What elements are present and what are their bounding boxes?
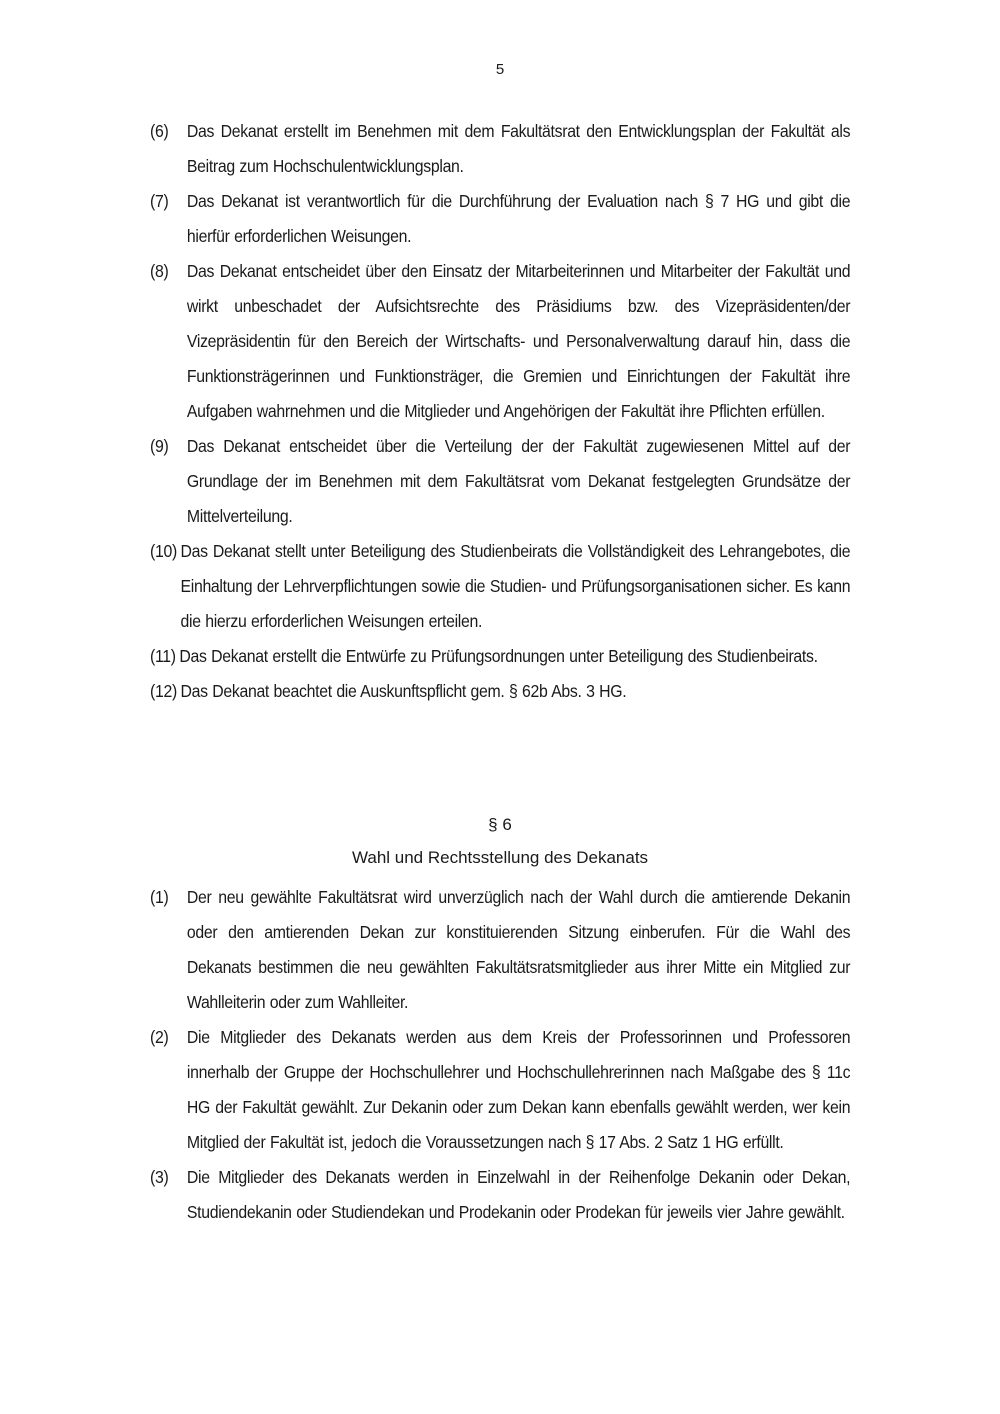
paragraph-number: (11) [150, 646, 176, 666]
paragraph-text: Die Mitglieder des Dekanats werden aus dem Kreis der Professorinnen und Professoren innerhalb der Gruppe der Hochschullehrer und Hochschullehrerinnen nach Maßgabe des § 11c HG der Fakultät gewählt. Zur Dekanin oder zum Dekan kann ebenfalls gewählt werden, wer kein Mitglied der Fakultät ist, jedoch die Voraussetzungen nach § 17 Abs. 2 Satz 1 HG erfüllt. [186, 1027, 851, 1152]
paragraph-number: (12) [150, 681, 177, 701]
paragraph-number: (6) [150, 121, 169, 141]
section-title: Wahl und Rechtsstellung des Dekanats [351, 848, 649, 867]
paragraph-2 [150, 1020, 850, 1160]
paragraph-11 [150, 639, 850, 674]
paragraph-text: Das Dekanat ist verantwortlich für die Durchführung der Evaluation nach § 7 HG und gibt die hierfür erforderlichen Weisungen. [186, 191, 851, 246]
paragraph-text: Das Dekanat erstellt die Entwürfe zu Prüfungsordnungen unter Beteiligung des Studienbeirats. [179, 646, 818, 666]
paragraph-6 [150, 114, 850, 184]
paragraph-8 [150, 254, 850, 429]
paragraph-text: Das Dekanat entscheidet über die Verteilung der der Fakultät zugewiesenen Mittel auf der Grundlage der im Benehmen mit dem Fakultätsrat vom Dekanat festgelegten Grundsätze der Mittelverteilung. [186, 436, 851, 526]
paragraph-9 [150, 429, 850, 534]
paragraph-number: (9) [150, 436, 169, 456]
paragraph-text: Der neu gewählte Fakultätsrat wird unverzüglich nach der Wahl durch die amtierende Dekanin oder den amtierenden Dekan zur konstituierenden Sitzung einberufen. Für die Wahl des Dekanats bestimmen die neu gewählten Fakultätsratsmitglieder aus ihrer Mitte ein Mitglied zur Wahlleiterin oder zum Wahlleiter. [186, 887, 851, 1012]
paragraph-1 [150, 880, 850, 1020]
paragraph-12 [150, 674, 850, 709]
paragraph-text: Das Dekanat erstellt im Benehmen mit dem Fakultätsrat den Entwicklungsplan der Fakultät als Beitrag zum Hochschulentwicklungsplan. [186, 121, 851, 176]
section-symbol: § 6 [488, 815, 512, 834]
paragraph-number: (2) [150, 1027, 169, 1047]
page-number: 5 [495, 61, 505, 78]
paragraph-text: Das Dekanat beachtet die Auskunftspflicht gem. § 62b Abs. 3 HG. [180, 681, 627, 701]
paragraph-text: Das Dekanat stellt unter Beteiligung des Studienbeirats die Vollständigkeit des Lehrangebotes, die Einhaltung der Lehrverpflichtungen sowie die Studien- und Prüfungsorganisationen sicher. Es kann die hierzu erforderlichen Weisungen erteilen. [180, 541, 851, 631]
paragraph-text: Das Dekanat entscheidet über den Einsatz der Mitarbeiterinnen und Mitarbeiter der Fakultät und wirkt unbeschadet der Aufsichtsrechte des Präsidiums bzw. des Vizepräsidenten/der Vizepräsidentin für den Bereich der Wirtschafts- und Personalverwaltung darauf hin, dass die Funktionsträgerinnen und Funktionsträger, die Gremien und Einrichtungen der Fakultät ihre Aufgaben wahrnehmen und die Mitglieder und Angehörigen der Fakultät ihre Pflichten erfüllen. [186, 261, 851, 421]
paragraph-number: (1) [150, 887, 169, 907]
paragraph-number: (3) [150, 1167, 169, 1187]
paragraph-number: (10) [150, 541, 177, 561]
section-top-paragraphs [150, 114, 850, 709]
section-6-paragraphs [150, 880, 850, 1230]
paragraph-number: (8) [150, 261, 169, 281]
paragraph-10 [150, 534, 850, 639]
paragraph-text: Die Mitglieder des Dekanats werden in Einzelwahl in der Reihenfolge Dekanin oder Dekan, Studiendekanin oder Studiendekan und Prodekanin oder Prodekan für jeweils vier Jahre gewählt. [186, 1167, 851, 1222]
paragraph-number: (7) [150, 191, 169, 211]
paragraph-3 [150, 1160, 850, 1230]
paragraph-7 [150, 184, 850, 254]
